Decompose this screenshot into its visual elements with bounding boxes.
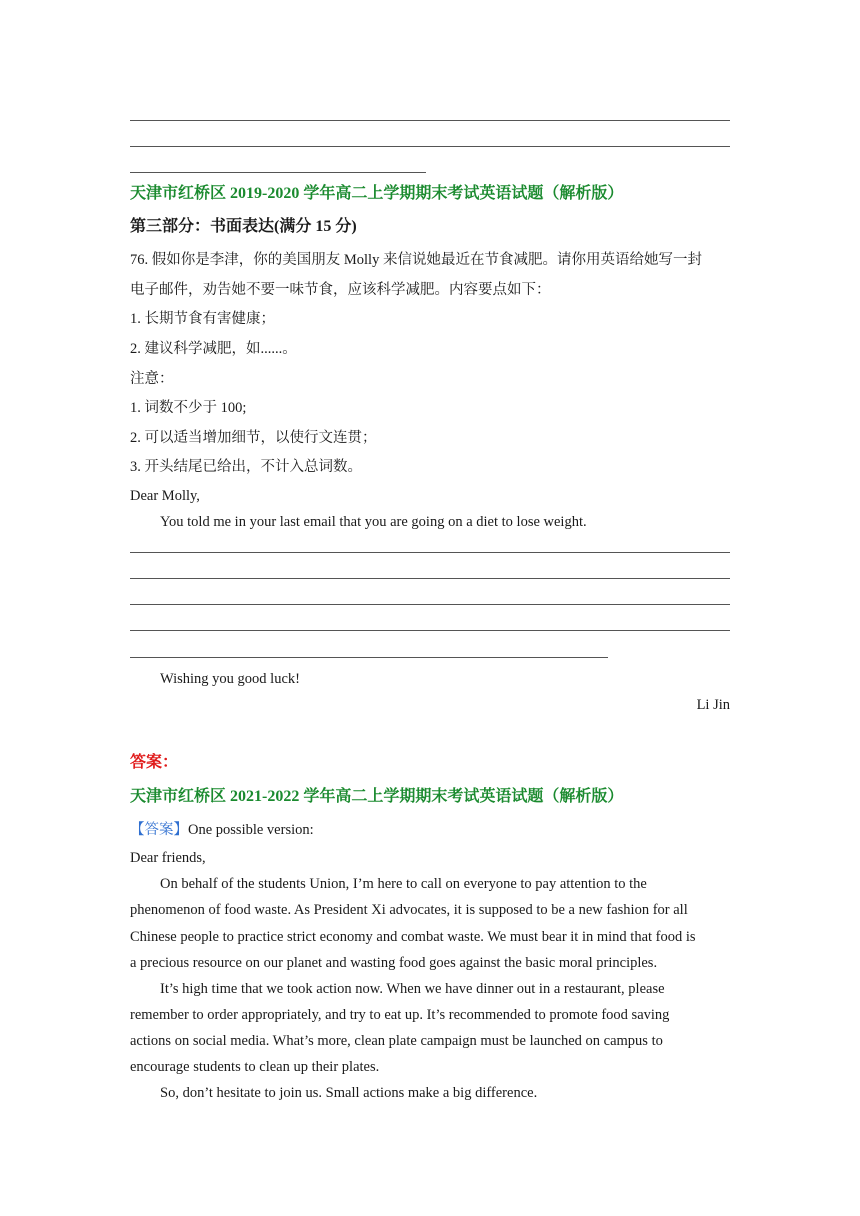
blank-line	[130, 578, 730, 579]
blank-line	[130, 630, 730, 631]
letter-opening: You told me in your last email that you are going on a diet to lose weight.	[160, 514, 587, 530]
answer-label: 答案：	[130, 754, 179, 771]
answer-paragraph-line: So, don’t hesitate to join us. Small actions make a big difference.	[160, 1085, 538, 1101]
answer-salutation: Dear friends,	[130, 850, 206, 866]
blank-line	[130, 120, 730, 121]
note-item: 3. 开头结尾已给出，不计入总词数。	[130, 459, 362, 475]
question-point: 1. 长期节食有害健康；	[130, 311, 275, 327]
question-point: 2. 建议科学减肥，如......。	[130, 341, 297, 357]
note-item: 2. 可以适当增加细节，以使行文连贯；	[130, 430, 377, 446]
blank-line	[130, 172, 426, 173]
notes-label: 注意：	[130, 371, 174, 387]
answer-intro	[130, 820, 314, 840]
answer-version: One possible version:	[188, 822, 314, 838]
answer-paragraph-line: encourage students to clean up their plates.	[130, 1059, 380, 1075]
answer-paragraph-line: It’s high time that we took action now. When we have dinner out in a restaurant, please	[160, 981, 665, 997]
letter-closing: Wishing you good luck!	[160, 671, 300, 687]
answer-paragraph-line: phenomenon of food waste. As President Xi advocates, it is supposed to be a new fashion for all	[130, 902, 688, 918]
answer-paragraph-line: Chinese people to practice strict economy and combat waste. We must bear it in mind that food is	[130, 929, 696, 945]
answer-tag: 【答案】	[130, 822, 188, 838]
answer-paragraph-line: remember to order appropriately, and try to eat up. It’s recommended to promote food saving	[130, 1007, 670, 1023]
answer-source-title: 天津市红桥区 2021-2022 学年高二上学期期末考试英语试题（解析版）	[130, 788, 624, 805]
blank-line	[130, 604, 730, 605]
question-text: 电子邮件，劝告她不要一味节食，应该科学减肥。内容要点如下：	[130, 282, 551, 298]
exam-title: 天津市红桥区 2019-2020 学年高二上学期期末考试英语试题（解析版）	[130, 185, 624, 202]
answer-paragraph-line: a precious resource on our planet and wasting food goes against the basic moral principles.	[130, 955, 658, 971]
blank-line	[130, 552, 730, 553]
letter-signature: Li Jin	[696, 697, 730, 713]
answer-paragraph-line: On behalf of the students Union, I’m here to call on everyone to pay attention to the	[160, 876, 647, 892]
answer-paragraph-line: actions on social media. What’s more, clean plate campaign must be launched on campus to	[130, 1033, 663, 1049]
section-heading: 第三部分：书面表达(满分 15 分)	[130, 218, 357, 235]
question-text: 76. 假如你是李津，你的美国朋友 Molly 来信说她最近在节食减肥。请你用英语给她写一封	[130, 252, 702, 268]
note-item: 1. 词数不少于 100;	[130, 400, 247, 416]
blank-line	[130, 146, 730, 147]
blank-line	[130, 657, 608, 658]
letter-salutation: Dear Molly,	[130, 488, 200, 504]
